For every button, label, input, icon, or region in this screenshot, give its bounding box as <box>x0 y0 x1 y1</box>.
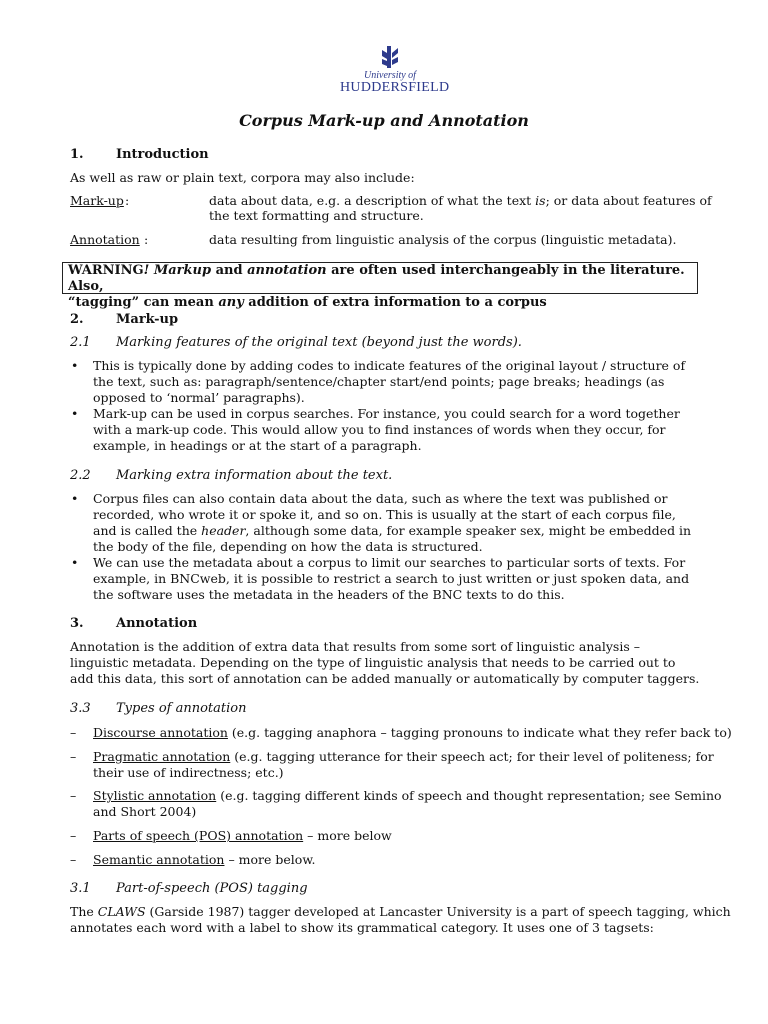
list-item: • Corpus files can also contain data about the data, such as where the text was published or recorded, who wrote it or spoke it, and so on. This is usually at the start of each corpus file, and is called the header, although some data, for example speaker sex, might be embedded in the body of the file, depending on how the data is structured. <box>70 491 702 555</box>
list-item: • This is typically done by adding codes to indicate features of the original layout / structure of the text, such as: paragraph/sentence/chapter start/end points; page breaks; headings (as opposed to ‘normal’ paragraphs). <box>70 358 702 406</box>
annotation-definition: data resulting from linguistic analysis of the corpus (linguistic metadata). <box>209 232 677 247</box>
subsection-3-3-title: Types of annotation <box>116 701 247 716</box>
section-2-heading: Mark-up <box>116 312 179 327</box>
warning-line1: WARNING! Markup and annotation are often used interchangeably in the literature. Also, <box>68 263 685 294</box>
list-item: – Parts of speech (POS) annotation – more below <box>70 828 392 843</box>
section-1-heading: Introduction <box>116 147 209 162</box>
annotation-term: Annotation <box>70 232 140 247</box>
list-item: • Mark-up can be used in corpus searches. For instance, you could search for a word together with a mark-up code. This would allow you to find instances of words when they occur, for example, in headings or at the start of a paragraph. <box>70 406 702 454</box>
claws-paragraph: The CLAWS (Garside 1987) tagger developed at Lancaster University is a part of speech tagging, which <box>70 904 731 919</box>
warning-box <box>62 262 698 310</box>
section-1-number: 1. <box>70 147 84 162</box>
subsection-2-1-number: 2.1 <box>70 335 91 350</box>
section-3-heading: Annotation <box>116 616 198 631</box>
markup-colon: : <box>125 193 130 208</box>
claws-paragraph-line2: annotates each word with a label to show its grammatical category. It uses one of 3 tagsets: <box>70 920 654 935</box>
markup-definition-line2: the text formatting and structure. <box>209 208 424 223</box>
university-logo <box>340 44 450 95</box>
annotation-paragraph: Annotation is the addition of extra data that results from some sort of linguistic analysis – linguistic metadata. Depending on the type of linguistic analysis that needs to be carried out to add this data, this sort of annotation can be added manually or automatically by computer taggers. <box>70 639 700 686</box>
markup-definition: data about data, e.g. a description of what the text is; or data about features of <box>209 193 712 208</box>
list-item: – Discourse annotation (e.g. tagging anaphora – tagging pronouns to indicate what they refer back to) <box>70 725 732 740</box>
section-3-number: 3. <box>70 616 84 631</box>
annotation-colon: : <box>144 232 149 247</box>
subsection-2-2-number: 2.2 <box>70 468 91 483</box>
university-crest-icon <box>381 44 399 70</box>
markup-bullet-list-2 <box>70 491 702 603</box>
list-item: • We can use the metadata about a corpus to limit our searches to particular sorts of texts. For example, in BNCweb, it is possible to restrict a search to just written or just spoken data, and the software uses the metadata in the headers of the BNC texts to do this. <box>70 555 702 603</box>
subsection-2-1-title: Marking features of the original text (beyond just the words). <box>116 335 522 350</box>
logo-text-line1: University of <box>364 70 416 81</box>
markup-bullet-list-1 <box>70 358 702 454</box>
list-item-continuation: and Short 2004) <box>93 804 197 819</box>
subsection-3-1-number: 3.1 <box>70 881 91 896</box>
section-2-number: 2. <box>70 312 84 327</box>
subsection-2-2-title: Marking extra information about the text. <box>116 468 393 483</box>
list-item-continuation: their use of indirectness; etc.) <box>93 765 284 780</box>
list-item: – Semantic annotation – more below. <box>70 852 316 867</box>
markup-term: Mark-up <box>70 193 124 208</box>
warning-line2: “tagging” can mean any addition of extra information to a corpus <box>68 295 547 310</box>
page-title: Corpus Mark-up and Annotation <box>239 111 529 130</box>
section-1-intro: As well as raw or plain text, corpora may also include: <box>70 170 415 185</box>
list-item: – Pragmatic annotation (e.g. tagging utterance for their speech act; for their level of politeness; for <box>70 749 714 764</box>
subsection-3-1-title: Part-of-speech (POS) tagging <box>116 881 308 896</box>
logo-text-line2: HUDDERSFIELD <box>340 80 450 95</box>
subsection-3-3-number: 3.3 <box>70 701 91 716</box>
list-item: – Stylistic annotation (e.g. tagging different kinds of speech and thought representation; see Semino <box>70 788 722 803</box>
